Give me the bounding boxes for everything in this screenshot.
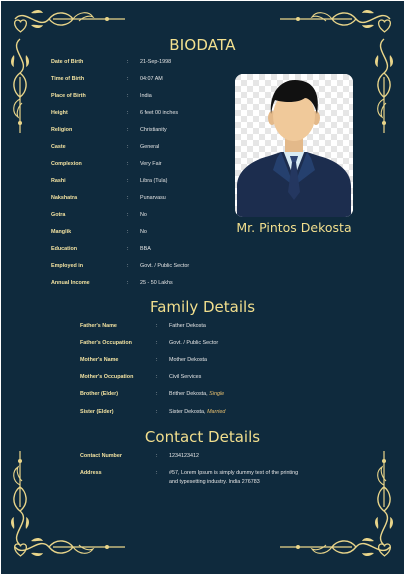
colon: : — [127, 110, 129, 116]
field-label: Nakshatra — [51, 195, 78, 201]
field-label: Sister (Elder) — [80, 409, 114, 415]
heart-icon — [377, 543, 392, 557]
colon: : — [156, 409, 158, 415]
field-value: Punarvasu — [140, 195, 166, 201]
field-value: 25 - 50 Lakhs — [140, 280, 173, 286]
marital-status: Married — [207, 409, 226, 415]
address-line: #57, Lorem Ipsum is simply dummy text of the printing — [169, 470, 299, 476]
field-value: BBA — [140, 246, 151, 252]
contact-number: 1234123412 — [169, 453, 199, 459]
field-value: General — [140, 144, 160, 150]
field-label: Mother's Occupation — [80, 374, 134, 380]
field-label: Manglik — [51, 229, 72, 235]
colon: : — [127, 280, 129, 286]
colon: : — [127, 59, 129, 65]
colon: : — [127, 246, 129, 252]
address-line: and typesetting industry. India 276783 — [169, 479, 260, 485]
colon: : — [127, 93, 129, 99]
field-label: Height — [51, 110, 68, 116]
field-value: Civil Services — [169, 374, 202, 380]
field-value: Govt. / Public Sector — [169, 340, 219, 346]
contact-details-title: Contact Details — [144, 428, 261, 446]
field-label: Religion — [51, 127, 73, 133]
marital-status: Single — [209, 391, 225, 397]
colon: : — [127, 212, 129, 218]
colon: : — [127, 195, 129, 201]
field-label: Date of Birth — [51, 59, 84, 65]
field-label: Annual Income — [51, 280, 90, 286]
heart-icon — [13, 19, 28, 33]
ornament-top-left-horizontal — [13, 9, 128, 31]
biodata-page — [1, 1, 404, 574]
colon: : — [127, 144, 129, 150]
field-value: No — [140, 212, 147, 218]
profile-photo — [235, 74, 353, 217]
ornament-bottom-right-vertical — [373, 447, 395, 547]
colon: : — [156, 391, 158, 397]
biodata-title: BIODATA — [169, 36, 236, 54]
field-label: Contact Number — [80, 453, 122, 459]
field-value: Libra (Tula) — [140, 178, 168, 184]
field-label: Father's Occupation — [80, 340, 132, 346]
colon: : — [127, 161, 129, 167]
field-value: 04:07 AM — [140, 76, 163, 82]
colon: : — [156, 340, 158, 346]
field-value — [169, 387, 224, 401]
field-label: Brother (Elder) — [80, 391, 119, 397]
colon: : — [127, 229, 129, 235]
field-label: Time of Birth — [51, 76, 85, 82]
colon: : — [156, 357, 158, 363]
colon: : — [127, 127, 129, 133]
colon: : — [156, 374, 158, 380]
field-value — [169, 405, 225, 419]
colon: : — [156, 470, 158, 476]
field-label: Rashi — [51, 178, 66, 184]
field-value: India — [140, 93, 152, 99]
field-label: Employed in — [51, 263, 84, 269]
field-label: Complexion — [51, 161, 82, 167]
colon: : — [127, 178, 129, 184]
ornament-top-right-horizontal — [277, 9, 392, 31]
colon: : — [127, 263, 129, 269]
sibling-name: Brither Dekosta, — [169, 391, 208, 397]
colon: : — [156, 323, 158, 329]
field-value: Govt. / Public Sector — [140, 263, 190, 269]
sibling-name: Sister Dekosta, — [169, 409, 206, 415]
field-value: Mother Dekosta — [169, 357, 208, 363]
field-label: Gotra — [51, 212, 66, 218]
ornament-bottom-left-vertical — [9, 447, 31, 547]
heart-icon — [13, 543, 28, 557]
field-value: 6 feet 00 inches — [140, 110, 179, 116]
colon: : — [127, 76, 129, 82]
field-label: Father's Name — [80, 323, 117, 329]
field-value: Father Dekosta — [169, 323, 206, 329]
profile-name: Mr. Pintos Dekosta — [236, 220, 352, 235]
field-value: 21-Sep-1998 — [140, 59, 172, 65]
avatar-illustration — [235, 74, 353, 217]
field-value: No — [140, 229, 147, 235]
address-value — [169, 469, 329, 487]
field-value: Very Fair — [140, 161, 162, 167]
field-label: Mother's Name — [80, 357, 119, 363]
field-label: Education — [51, 246, 78, 252]
field-label: Address — [80, 470, 102, 476]
family-details-title: Family Details — [149, 298, 256, 316]
field-label: Place of Birth — [51, 93, 86, 99]
field-label: Caste — [51, 144, 66, 150]
heart-icon — [377, 19, 392, 33]
field-value: Christianity — [140, 127, 167, 133]
colon: : — [156, 453, 158, 459]
